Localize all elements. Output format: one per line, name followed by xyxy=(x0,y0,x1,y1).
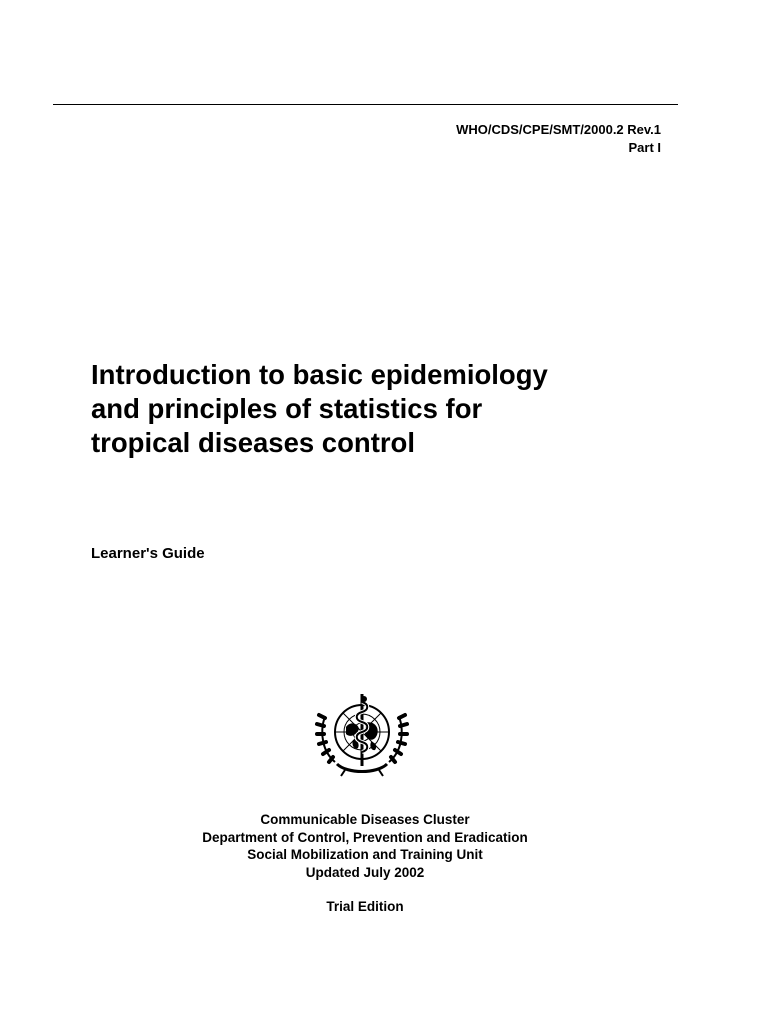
update-date: Updated July 2002 xyxy=(305,864,425,880)
header-rule xyxy=(53,104,678,105)
publisher-info xyxy=(0,811,730,881)
document-part: Part I xyxy=(628,140,661,155)
title-line-3: tropical diseases control xyxy=(91,427,415,458)
unit-name: Social Mobilization and Training Unit xyxy=(247,847,483,862)
who-emblem-icon xyxy=(313,690,411,780)
cluster-name: Communicable Diseases Cluster xyxy=(260,812,470,827)
title-line-1: Introduction to basic epidemiology xyxy=(91,359,548,390)
edition-label: Trial Edition xyxy=(326,899,404,914)
document-subtitle: Learner's Guide xyxy=(91,545,205,562)
title-line-2: and principles of statistics for xyxy=(91,393,483,424)
document-reference xyxy=(456,121,661,157)
document-code: WHO/CDS/CPE/SMT/2000.2 Rev.1 xyxy=(456,122,661,137)
department-name: Department of Control, Prevention and Eradication xyxy=(202,829,528,845)
document-title xyxy=(91,358,651,460)
